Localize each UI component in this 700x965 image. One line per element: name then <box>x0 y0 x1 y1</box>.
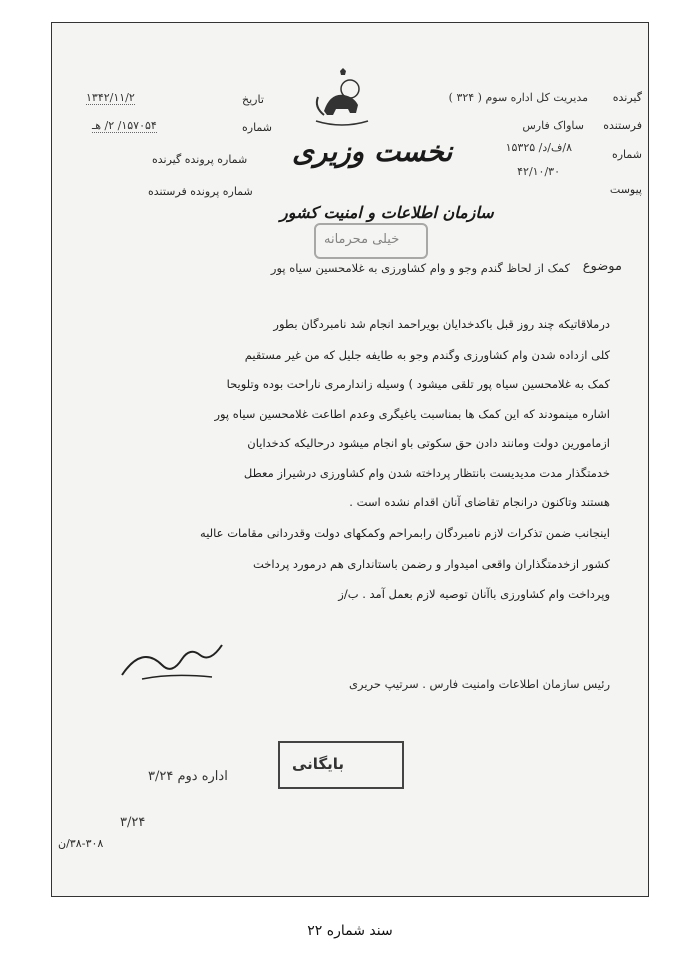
recipient-file-label: شماره پرونده گیرنده <box>152 153 248 166</box>
number-value-left: ۱۵۷۰۵۴/ ۲/ هـ <box>92 119 157 132</box>
date-value-right: ۴۲/۱۰/۳۰ <box>517 165 560 178</box>
document-caption: سند شماره ۲۲ <box>307 923 393 939</box>
number-label-right: شماره <box>611 148 642 161</box>
body-line: کمک به غلامحسین سیاه پور تلقی میشود ) وسیله زاندارمری ناراحت بوده وتلویحا <box>226 377 610 391</box>
sender-file-label: شماره پرونده فرستنده <box>148 185 253 198</box>
sender-label: فرستنده <box>603 119 642 132</box>
classification-stamp <box>314 223 428 259</box>
document-page <box>52 23 648 896</box>
body-line: کلی ازداده شدن وام کشاورزی وگندم وجو به طایفه جلیل که من غیر مستقیم <box>244 348 610 362</box>
organization-name: سازمان اطلاعات و امنیت کشور <box>280 203 494 222</box>
number-label-left: شماره <box>242 121 273 134</box>
signature-scribble-icon <box>112 635 232 685</box>
date-value-left: ۱۳۴۲/۱۱/۲ <box>86 91 135 104</box>
body-line: اینجانب ضمن تذکرات لازم نامبردگان رابمراحم وکمکهای دولت وقدردانی مقامات عالیه <box>200 526 610 540</box>
lion-and-sun-emblem-icon <box>310 67 374 127</box>
body-line: درملاقاتیکه چند روز قبل باکدخدایان بویراحمد انجام شد نامبردگان بطور <box>273 317 610 331</box>
signature-line: رئیس سازمان اطلاعات وامنیت فارس . سرتیپ حریری <box>348 677 610 691</box>
handwritten-note-line1: اداره دوم ۳/۲۴ <box>148 769 228 784</box>
number-value-right: ۸/ف/د/ ۱۵۳۲۵ <box>505 141 572 154</box>
reference-code: ۳۸-۳۰۸/ن <box>58 837 104 850</box>
sender-value: ساواک فارس <box>522 119 584 132</box>
archive-stamp-text: بایگانی <box>292 755 345 773</box>
subject-text: کمک از لحاظ گندم وجو و وام کشاورزی به غلامحسین سیاه پور <box>270 261 570 275</box>
recipient-value: مدیریت کل اداره سوم ( ۳۲۴ ) <box>448 91 588 104</box>
date-label-left: تاریخ <box>242 93 264 106</box>
body-line: خدمتگذار مدت مدیدیست بانتظار پرداخته شدن وام کشاورزی درشیراز معطل <box>243 466 610 480</box>
subject-label: موضوع <box>582 259 622 274</box>
body-line: کشور ازخدمتگذاران واقعی امیدوار و رضمن باستانداری هم درمورد پرداخت <box>253 557 610 571</box>
handwritten-note-line2: ۳/۲۴ <box>120 815 146 830</box>
body-line: اشاره مینمودند که این کمک ها بمناسبت یاغیگری وعدم اطاعت غلامحسین سیاه پور <box>214 407 610 421</box>
attachment-label: پیوست <box>609 183 642 196</box>
body-line: ازمامورین دولت ومانند دادن حق سکوتی باو انجام میشود درحالیکه کدخدایان <box>247 436 610 450</box>
body-line: هستند وتاکنون درانجام تقاضای آنان اقدام نشده است . <box>349 495 610 509</box>
letterhead-title: نخست وزیری <box>292 135 453 168</box>
document-frame <box>51 22 649 897</box>
recipient-label: گیرنده <box>612 91 642 104</box>
archive-stamp <box>278 741 404 789</box>
body-line: وپرداخت وام کشاورزی باآنان توصیه لازم بعمل آمد . ب/ز <box>338 587 610 601</box>
classification-stamp-text: خیلی محرمانه <box>324 232 400 247</box>
